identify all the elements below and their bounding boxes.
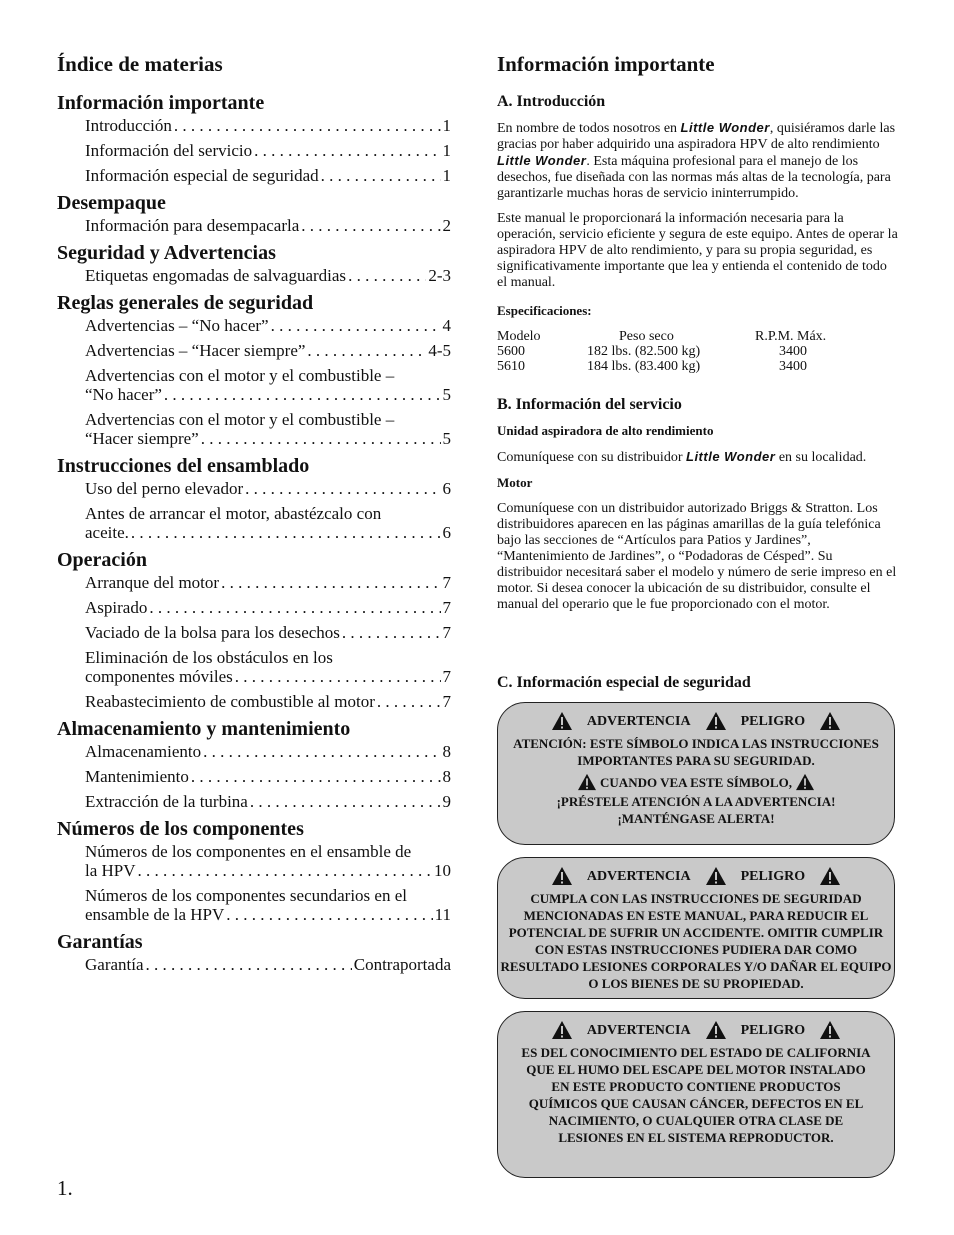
toc-leader-dots bbox=[201, 429, 441, 448]
section-title: Información importante bbox=[497, 52, 715, 76]
warning-triangle-icon bbox=[705, 711, 727, 731]
toc-entry-label: Advertencias con el motor y el combustible – bbox=[85, 410, 395, 429]
toc-entry bbox=[85, 166, 451, 185]
toc-leader-dots bbox=[164, 385, 441, 404]
toc-entry-label: Advertencias con el motor y el combustible – bbox=[85, 366, 395, 385]
brand-logo: Little Wonder bbox=[497, 153, 587, 168]
warning-text: CUMPLA CON LAS INSTRUCCIONES DE SEGURIDAD MENCIONADAS EN ESTE MANUAL, PARA REDUCIR EL POTENCIAL DE SUFRIR UN ACCIDENTE. OMITIR CUMPLIR CON ESTAS INSTRUCCIONES PUDIERA DAR COMO RESULTADO LESIONES CORPORALES Y/O DAÑAR EL EQUIPO O LOS BIENES DE SU PROPIEDAD. bbox=[500, 891, 892, 991]
toc-leader-dots bbox=[235, 667, 441, 686]
toc-entry bbox=[85, 767, 451, 786]
toc-entry bbox=[85, 366, 451, 404]
warning-triangle-icon bbox=[551, 1020, 573, 1040]
toc-leader-dots bbox=[245, 479, 440, 498]
toc-entry bbox=[85, 341, 451, 360]
toc-entry-label: Advertencias – “No hacer” bbox=[85, 316, 269, 335]
important-info bbox=[497, 52, 899, 691]
toc-entry bbox=[85, 216, 451, 235]
toc-entry bbox=[85, 955, 451, 974]
toc-entry-page: 7 bbox=[442, 573, 451, 592]
warning-header bbox=[500, 711, 892, 731]
toc-entry bbox=[85, 886, 451, 924]
unit-subheading: Unidad aspiradora de alto rendimiento bbox=[497, 423, 714, 438]
toc-section-title: Reglas generales de seguridad bbox=[57, 292, 314, 314]
toc-leader-dots bbox=[149, 598, 440, 617]
toc-entry bbox=[85, 598, 451, 617]
toc-entry bbox=[85, 316, 451, 335]
toc-entry-label: Uso del perno elevador bbox=[85, 479, 244, 498]
specs-row bbox=[497, 344, 826, 359]
safety-heading: C. Información especial de seguridad bbox=[497, 674, 751, 691]
toc-entry-page: 4-5 bbox=[428, 341, 451, 360]
toc-entry-label: Garantía bbox=[85, 955, 144, 974]
toc-section bbox=[57, 91, 451, 185]
warning-triangle-icon bbox=[551, 866, 573, 886]
toc-entry-label: Reabastecimiento de combustible al motor bbox=[85, 692, 375, 711]
toc-section-title: Operación bbox=[57, 549, 147, 571]
spec-cell: 3400 bbox=[779, 344, 807, 359]
warning-triangle-icon bbox=[819, 711, 841, 731]
toc-entry-label: Introducción bbox=[85, 116, 172, 135]
toc-entry bbox=[85, 842, 451, 880]
toc-leader-dots bbox=[301, 216, 440, 235]
toc-entry-page: 2 bbox=[442, 216, 451, 235]
toc-entry bbox=[85, 742, 451, 761]
toc-entry-label: Extracción de la turbina bbox=[85, 792, 248, 811]
toc-entry-label: Información especial de seguridad bbox=[85, 166, 319, 185]
toc-entry bbox=[85, 116, 451, 135]
toc-entry-label: Arranque del motor bbox=[85, 573, 220, 592]
toc-section-title: Garantías bbox=[57, 931, 143, 953]
toc-entry-page: 8 bbox=[442, 742, 451, 761]
danger-word: PELIGRO bbox=[740, 1022, 806, 1038]
toc-entry-label: componentes móviles bbox=[85, 667, 233, 686]
warning-triangle-icon bbox=[551, 711, 573, 731]
toc-leader-dots bbox=[221, 573, 440, 592]
toc-section-title: Información importante bbox=[57, 92, 265, 114]
toc-entry bbox=[85, 648, 451, 686]
warning-triangle-icon bbox=[705, 866, 727, 886]
toc-title: Índice de materias bbox=[57, 52, 223, 76]
toc-sections bbox=[57, 91, 451, 974]
toc-entry-page: Contraportada bbox=[353, 955, 451, 974]
toc-entry bbox=[85, 266, 451, 285]
brand-logo: Little Wonder bbox=[680, 120, 770, 135]
toc-entry bbox=[85, 479, 451, 498]
toc-section bbox=[57, 291, 451, 448]
toc-leader-dots bbox=[321, 166, 441, 185]
toc-entry-page: 7 bbox=[442, 598, 451, 617]
page-number: 1. bbox=[57, 1176, 73, 1200]
spec-header: Peso seco bbox=[619, 329, 674, 344]
toc-entry-page: 9 bbox=[442, 792, 451, 811]
toc-section-title: Seguridad y Advertencias bbox=[57, 242, 276, 264]
toc-leader-dots bbox=[203, 742, 440, 761]
toc-entry-page: 5 bbox=[442, 385, 451, 404]
warning-word: ADVERTENCIA bbox=[586, 713, 691, 729]
toc-section bbox=[57, 548, 451, 711]
warning-word: ADVERTENCIA bbox=[586, 1022, 691, 1038]
toc-leader-dots bbox=[131, 523, 441, 542]
toc-entry-page: 7 bbox=[442, 667, 451, 686]
toc-section-title: Números de los componentes bbox=[57, 818, 304, 840]
specs-header-row bbox=[497, 329, 826, 344]
warning-box-2 bbox=[497, 857, 895, 999]
spec-header: R.P.M. Máx. bbox=[755, 329, 827, 344]
toc-entry-page: 1 bbox=[442, 166, 451, 185]
toc-section bbox=[57, 241, 451, 285]
toc-leader-dots bbox=[377, 692, 441, 711]
toc-entry-page: 1 bbox=[442, 116, 451, 135]
spec-cell: 184 lbs. (83.400 kg) bbox=[587, 359, 701, 374]
warning-box-1 bbox=[497, 702, 895, 845]
specs-heading: Especificaciones: bbox=[497, 303, 592, 318]
toc-entry bbox=[85, 792, 451, 811]
toc-entry-page: 11 bbox=[434, 905, 451, 924]
warning-header bbox=[500, 866, 892, 886]
toc-leader-dots bbox=[250, 792, 441, 811]
toc-leader-dots bbox=[307, 341, 426, 360]
toc-entry bbox=[85, 573, 451, 592]
toc-section-title: Desempaque bbox=[57, 192, 166, 214]
warning-text: ¡PRÉSTELE ATENCIÓN A LA ADVERTENCIA! ¡MANTÉNGASE ALERTA! bbox=[556, 794, 836, 826]
toc-section bbox=[57, 454, 451, 542]
warning-text: CUANDO VEA ESTE SÍMBOLO, bbox=[500, 773, 892, 791]
toc-entry bbox=[85, 410, 451, 448]
specs-row bbox=[497, 359, 826, 374]
toc-entry-page: 10 bbox=[434, 861, 451, 880]
warning-text: ES DEL CONOCIMIENTO DEL ESTADO DE CALIFORNIA QUE EL HUMO DEL ESCAPE DEL MOTOR INSTALADO EN ESTE PRODUCTO CONTIENE PRODUCTOS QUÍMICOS QUE CAUSAN CÁNCER, DEFECTOS EN EL NACIMIENTO, O CUALQUIER OTRA CLASE DE LESIONES EN EL SISTEMA REPRODUCTOR. bbox=[521, 1045, 871, 1145]
warning-triangle-icon bbox=[705, 1020, 727, 1040]
toc-entry-label: Advertencias – “Hacer siempre” bbox=[85, 341, 306, 360]
toc-entry-label: Mantenimiento bbox=[85, 767, 189, 786]
spec-cell: 5610 bbox=[497, 359, 525, 374]
toc-leader-dots bbox=[174, 116, 441, 135]
toc-entry-label: Etiquetas engomadas de salvaguardias bbox=[85, 266, 347, 285]
toc-entry-label: Información del servicio bbox=[85, 141, 253, 160]
warning-header bbox=[500, 1020, 892, 1040]
warning-triangle-icon bbox=[819, 1020, 841, 1040]
toc-leader-dots bbox=[191, 767, 441, 786]
toc-entry bbox=[85, 692, 451, 711]
warning-text: ATENCIÓN: ESTE SÍMBOLO INDICA LAS INSTRUCCIONES IMPORTANTES PARA SU SEGURIDAD. bbox=[513, 736, 879, 768]
unit-paragraph: Comuníquese con su distribuidor Little Wonder en su localidad. bbox=[497, 449, 867, 465]
intro-heading: A. Introducción bbox=[497, 93, 606, 110]
brand-logo: Little Wonder bbox=[686, 449, 776, 464]
intro-paragraph: En nombre de todos nosotros en Little Wonder, quisiéramos darle las gracias por haber adquirido una aspiradora HPV de alto rendimiento Little Wonder. Esta máquina profesional para el manejo de los desechos, fue diseñada con las normas más altas de la tecnología, para garantizarle muchas horas de servicio ininterrumpido. bbox=[497, 120, 896, 201]
toc-entry-page: 6 bbox=[442, 523, 451, 542]
danger-word: PELIGRO bbox=[740, 868, 806, 884]
toc-entry-page: 4 bbox=[442, 316, 451, 335]
spec-cell: 3400 bbox=[779, 359, 807, 374]
warning-box-3 bbox=[497, 1011, 895, 1178]
warning-triangle-icon bbox=[577, 773, 597, 791]
toc-section-title: Instrucciones del ensamblado bbox=[57, 455, 310, 477]
toc-entry-label: Aspirado bbox=[85, 598, 148, 617]
toc-entry-label: la HPV bbox=[85, 861, 136, 880]
toc-entry-page: 6 bbox=[442, 479, 451, 498]
toc-leader-dots bbox=[348, 266, 426, 285]
toc-entry-page: 7 bbox=[442, 623, 451, 642]
toc-entry-label: “Hacer siempre” bbox=[85, 429, 199, 448]
toc-section bbox=[57, 817, 451, 924]
specs-table bbox=[497, 329, 826, 374]
toc-leader-dots bbox=[146, 955, 352, 974]
service-heading: B. Información del servicio bbox=[497, 396, 682, 413]
warning-triangle-icon bbox=[795, 773, 815, 791]
manual-paragraph: Este manual le proporcionará la información necesaria para la operación, servicio eficiente y segura de este equipo. Antes de operar la aspiradora HPV de alto rendimiento, y para su propia seguridad, es significativamente importante que lea y entienda el contenido de todo el manual. bbox=[497, 211, 898, 290]
motor-paragraph: Comuníquese con un distribuidor autorizado Briggs & Stratton. Los distribuidores aparecen en las páginas amarillas de la guía telefónica bajo las secciones de “Artículos para Patios y Jardines”, “Mantenimiento de Jardines”, o “Podadoras de Césped”. Su distribuidor necesitará saber el modelo y número de serie impreso en el motor. Si desea conocer la ubicación de su distribuidor, consulte el manual del operario que le fue proporcionado con el motor. bbox=[497, 501, 897, 612]
toc-entry-label: Eliminación de los obstáculos en los bbox=[85, 648, 333, 667]
toc-entry-label: Almacenamiento bbox=[85, 742, 202, 761]
toc-leader-dots bbox=[226, 905, 432, 924]
danger-word: PELIGRO bbox=[740, 713, 806, 729]
toc-entry-page: 7 bbox=[442, 692, 451, 711]
spec-cell: 182 lbs. (82.500 kg) bbox=[587, 344, 701, 359]
toc-entry-label: Información para desempacarla bbox=[85, 216, 300, 235]
warning-word: ADVERTENCIA bbox=[586, 868, 691, 884]
toc-leader-dots bbox=[342, 623, 441, 642]
table-of-contents bbox=[57, 52, 451, 980]
warning-triangle-icon bbox=[819, 866, 841, 886]
toc-entry-label: Números de los componentes en el ensamble de bbox=[85, 842, 412, 861]
toc-entry bbox=[85, 504, 451, 542]
toc-entry-label: Números de los componentes secundarios en el bbox=[85, 886, 407, 905]
toc-entry bbox=[85, 623, 451, 642]
toc-leader-dots bbox=[271, 316, 441, 335]
toc-entry-label: ensamble de la HPV bbox=[85, 905, 225, 924]
toc-entry bbox=[85, 141, 451, 160]
toc-entry-page: 2-3 bbox=[428, 266, 451, 285]
toc-entry-page: 5 bbox=[442, 429, 451, 448]
toc-section bbox=[57, 717, 451, 811]
toc-entry-label: aceite. bbox=[85, 523, 129, 542]
toc-entry-label: Antes de arrancar el motor, abastézcalo con bbox=[85, 504, 382, 523]
spec-cell: 5600 bbox=[497, 344, 525, 359]
toc-section-title: Almacenamiento y mantenimiento bbox=[57, 718, 351, 740]
motor-subheading: Motor bbox=[497, 475, 533, 490]
toc-leader-dots bbox=[138, 861, 432, 880]
toc-entry-page: 8 bbox=[442, 767, 451, 786]
toc-leader-dots bbox=[254, 141, 440, 160]
toc-entry-label: Vaciado de la bolsa para los desechos bbox=[85, 623, 340, 642]
toc-entry-label: “No hacer” bbox=[85, 385, 162, 404]
toc-section bbox=[57, 930, 451, 974]
toc-section bbox=[57, 191, 451, 235]
spec-header: Modelo bbox=[497, 329, 541, 344]
toc-entry-page: 1 bbox=[442, 141, 451, 160]
